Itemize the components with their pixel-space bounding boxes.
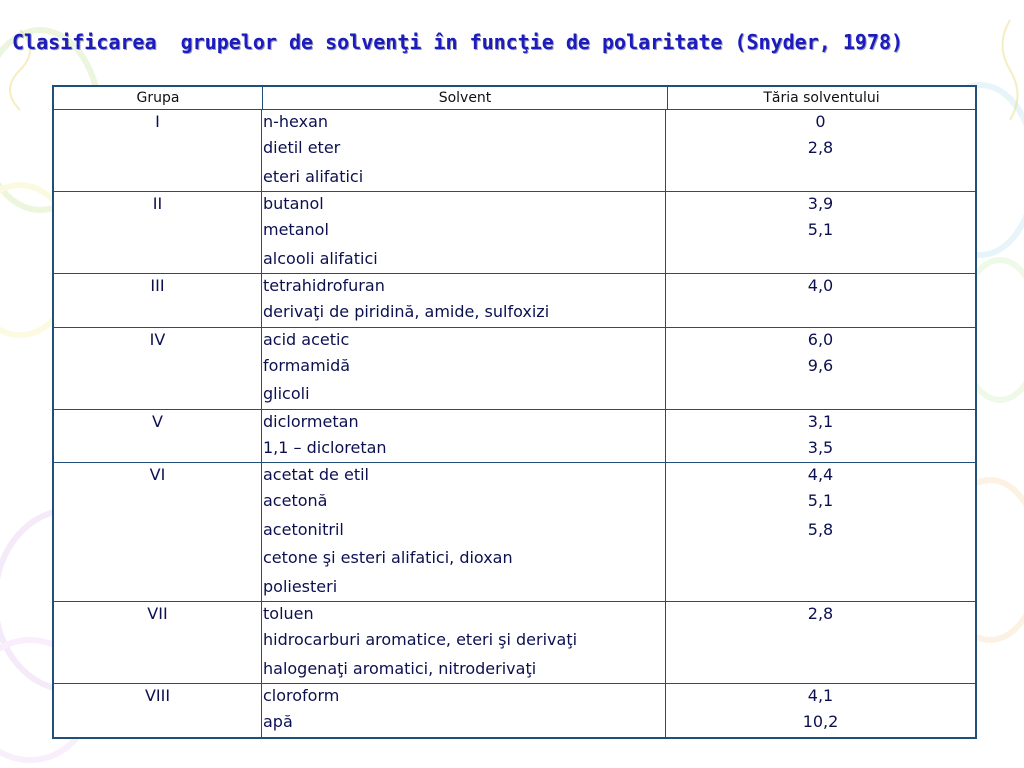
group-cell <box>54 684 262 737</box>
solvent-classification-table <box>52 85 977 739</box>
strength-value: 3,1 <box>807 411 834 431</box>
page-title: Clasificarea grupelor de solvenţi în funcţie de polaritate (Snyder, 1978) <box>12 30 904 54</box>
group-label: V <box>152 411 163 431</box>
strength-value: 6,0 <box>807 329 834 349</box>
solvent-cell <box>262 684 666 737</box>
solvent-name: cloroform <box>263 686 340 705</box>
solvent-name: poliesteri <box>263 576 338 596</box>
solvent-name: acetat de etil <box>263 465 369 484</box>
strength-value: 10,2 <box>802 712 839 731</box>
group-cell <box>54 192 262 273</box>
group-label: I <box>155 112 160 131</box>
table-header-row <box>54 87 975 110</box>
solvent-name: butanol <box>263 194 324 213</box>
table-row <box>54 410 975 464</box>
group-label: VI <box>149 465 166 484</box>
solvent-cell <box>262 410 666 463</box>
strength-value: 5,1 <box>807 491 834 510</box>
strength-value: 2,8 <box>807 138 834 157</box>
group-label: VII <box>147 604 168 623</box>
group-cell <box>54 274 262 327</box>
solvent-name: acetonă <box>263 491 328 510</box>
solvent-name: metanol <box>263 220 329 239</box>
table-row <box>54 192 975 274</box>
strength-value: 9,6 <box>807 355 834 375</box>
header-taria: Tăria solventului <box>763 90 880 106</box>
table-row <box>54 328 975 410</box>
strength-cell <box>666 110 975 191</box>
solvent-name: dietil eter <box>263 138 341 157</box>
table-row <box>54 684 975 737</box>
solvent-name: halogenaţi aromatici, nitroderivaţi <box>263 658 537 678</box>
solvent-name: 1,1 – dicloretan <box>263 437 387 457</box>
solvent-name: toluen <box>263 604 314 623</box>
group-label: IV <box>149 329 166 349</box>
strength-cell <box>666 684 975 737</box>
solvent-name: apă <box>263 712 293 731</box>
strength-cell <box>666 463 975 601</box>
group-cell <box>54 602 262 683</box>
solvent-name: glicoli <box>263 384 310 403</box>
strength-value: 2,8 <box>807 604 834 623</box>
solvent-name: derivaţi de piridină, amide, sulfoxizi <box>263 302 550 321</box>
solvent-cell <box>262 463 666 601</box>
solvent-name: eteri alifatici <box>263 166 364 186</box>
solvent-cell <box>262 328 666 409</box>
group-label: III <box>150 276 165 295</box>
group-cell <box>54 463 262 601</box>
strength-cell <box>666 274 975 327</box>
solvent-name: alcooli alifatici <box>263 248 378 268</box>
header-grupa: Grupa <box>54 87 263 109</box>
solvent-name: diclormetan <box>263 411 359 431</box>
strength-value: 5,8 <box>807 519 834 539</box>
strength-cell <box>666 192 975 273</box>
solvent-name: n-hexan <box>263 112 329 131</box>
strength-cell <box>666 602 975 683</box>
strength-cell <box>666 328 975 409</box>
solvent-cell <box>262 274 666 327</box>
group-cell <box>54 328 262 409</box>
strength-value: 3,9 <box>807 194 834 213</box>
group-cell <box>54 410 262 463</box>
strength-value: 5,1 <box>807 220 834 239</box>
table-row <box>54 110 975 192</box>
solvent-name: acetonitril <box>263 519 344 539</box>
solvent-name: tetrahidrofuran <box>263 276 385 295</box>
strength-cell <box>666 410 975 463</box>
solvent-name: acid acetic <box>263 329 350 349</box>
table-body <box>54 110 975 737</box>
group-label: VIII <box>144 686 171 705</box>
group-cell <box>54 110 262 191</box>
solvent-cell <box>262 602 666 683</box>
table-row <box>54 463 975 602</box>
solvent-name: hidrocarburi aromatice, eteri şi derivaţi <box>263 630 578 649</box>
strength-value: 4,0 <box>807 276 834 295</box>
header-solvent: Solvent <box>263 87 668 109</box>
strength-value: 4,4 <box>807 465 834 484</box>
solvent-name: cetone şi esteri alifatici, dioxan <box>263 548 513 567</box>
table-row <box>54 274 975 328</box>
solvent-name: formamidă <box>263 355 351 375</box>
table-row <box>54 602 975 684</box>
strength-value: 4,1 <box>807 686 834 705</box>
solvent-cell <box>262 192 666 273</box>
group-label: II <box>152 194 163 213</box>
strength-value: 3,5 <box>807 437 834 457</box>
solvent-cell <box>262 110 666 191</box>
strength-value: 0 <box>815 112 826 131</box>
